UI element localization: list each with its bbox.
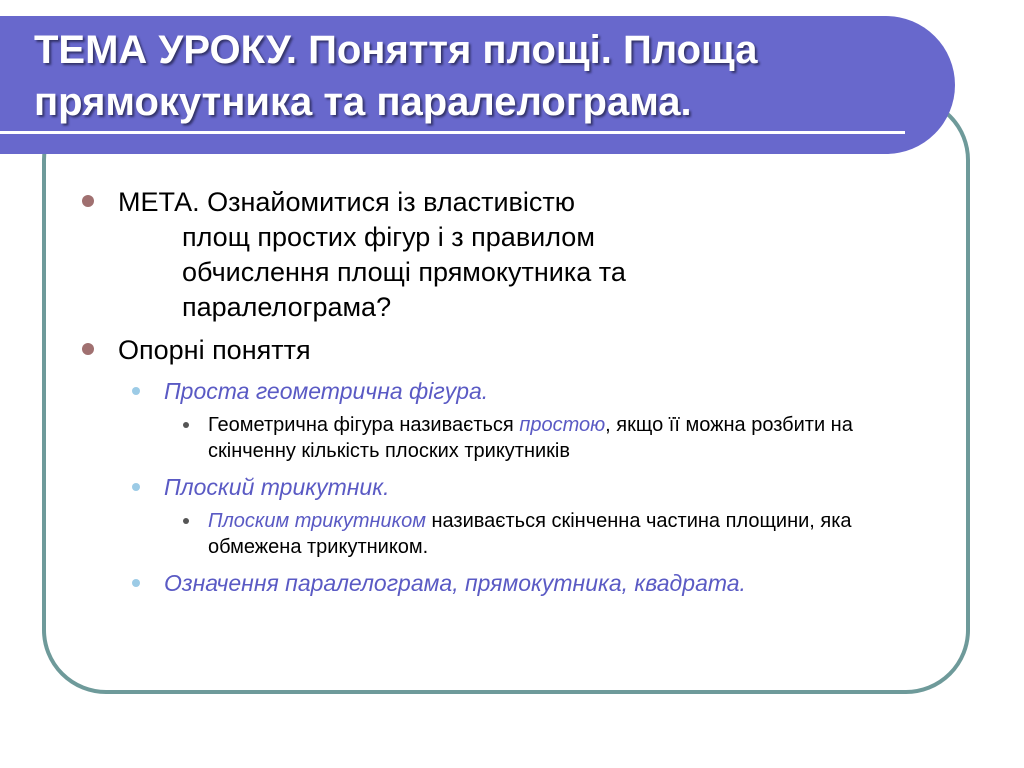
simple-figure-term-item — [80, 376, 920, 406]
flat-triangle-definition — [80, 508, 920, 560]
goal-line-2: площ простих фігур і з правилом — [182, 222, 595, 252]
flat-triangle-term-item — [80, 472, 920, 502]
bullet-icon — [183, 518, 189, 524]
flat-triangle-term: Плоский трикутник. — [164, 474, 390, 500]
goal-item — [80, 185, 920, 325]
definitions-term-item — [80, 568, 920, 598]
goal-line-1: МЕТА. Ознайомитися із властивістю — [118, 187, 576, 217]
bullet-icon — [132, 483, 140, 491]
simple-figure-def-after: , якщо її можна розбити на скінченну кількість плоских трикутників — [208, 414, 853, 462]
concepts-heading-item — [80, 333, 920, 368]
title-underline — [0, 131, 905, 134]
title-line-1: ТЕМА УРОКУ. Поняття площі. Площа — [34, 28, 758, 72]
goal-line-4: паралелограма? — [182, 292, 392, 322]
concepts-heading: Опорні поняття — [118, 335, 311, 365]
bullet-icon — [82, 195, 94, 207]
title-line-2: прямокутника та паралелограма. — [34, 80, 692, 124]
bullet-icon — [183, 422, 189, 428]
goal-line-3: обчислення площі прямокутника та — [182, 257, 626, 287]
flat-triangle-def-emphasis: Плоским трикутником — [208, 510, 426, 532]
simple-figure-term: Проста геометрична фігура. — [164, 378, 489, 404]
definitions-term: Означення паралелограма, прямокутника, квадрата. — [164, 570, 746, 596]
slide-title — [34, 24, 934, 128]
bullet-icon — [132, 387, 140, 395]
bullet-icon — [82, 343, 94, 355]
flat-triangle-def-after: називається скінченна частина площини, яка обмежена трикутником. — [208, 510, 852, 558]
simple-figure-def-before: Геометрична фігура називається — [208, 414, 520, 436]
simple-figure-definition — [80, 412, 920, 464]
content-body — [80, 185, 920, 604]
simple-figure-def-emphasis: простою — [519, 414, 606, 436]
bullet-icon — [132, 579, 140, 587]
